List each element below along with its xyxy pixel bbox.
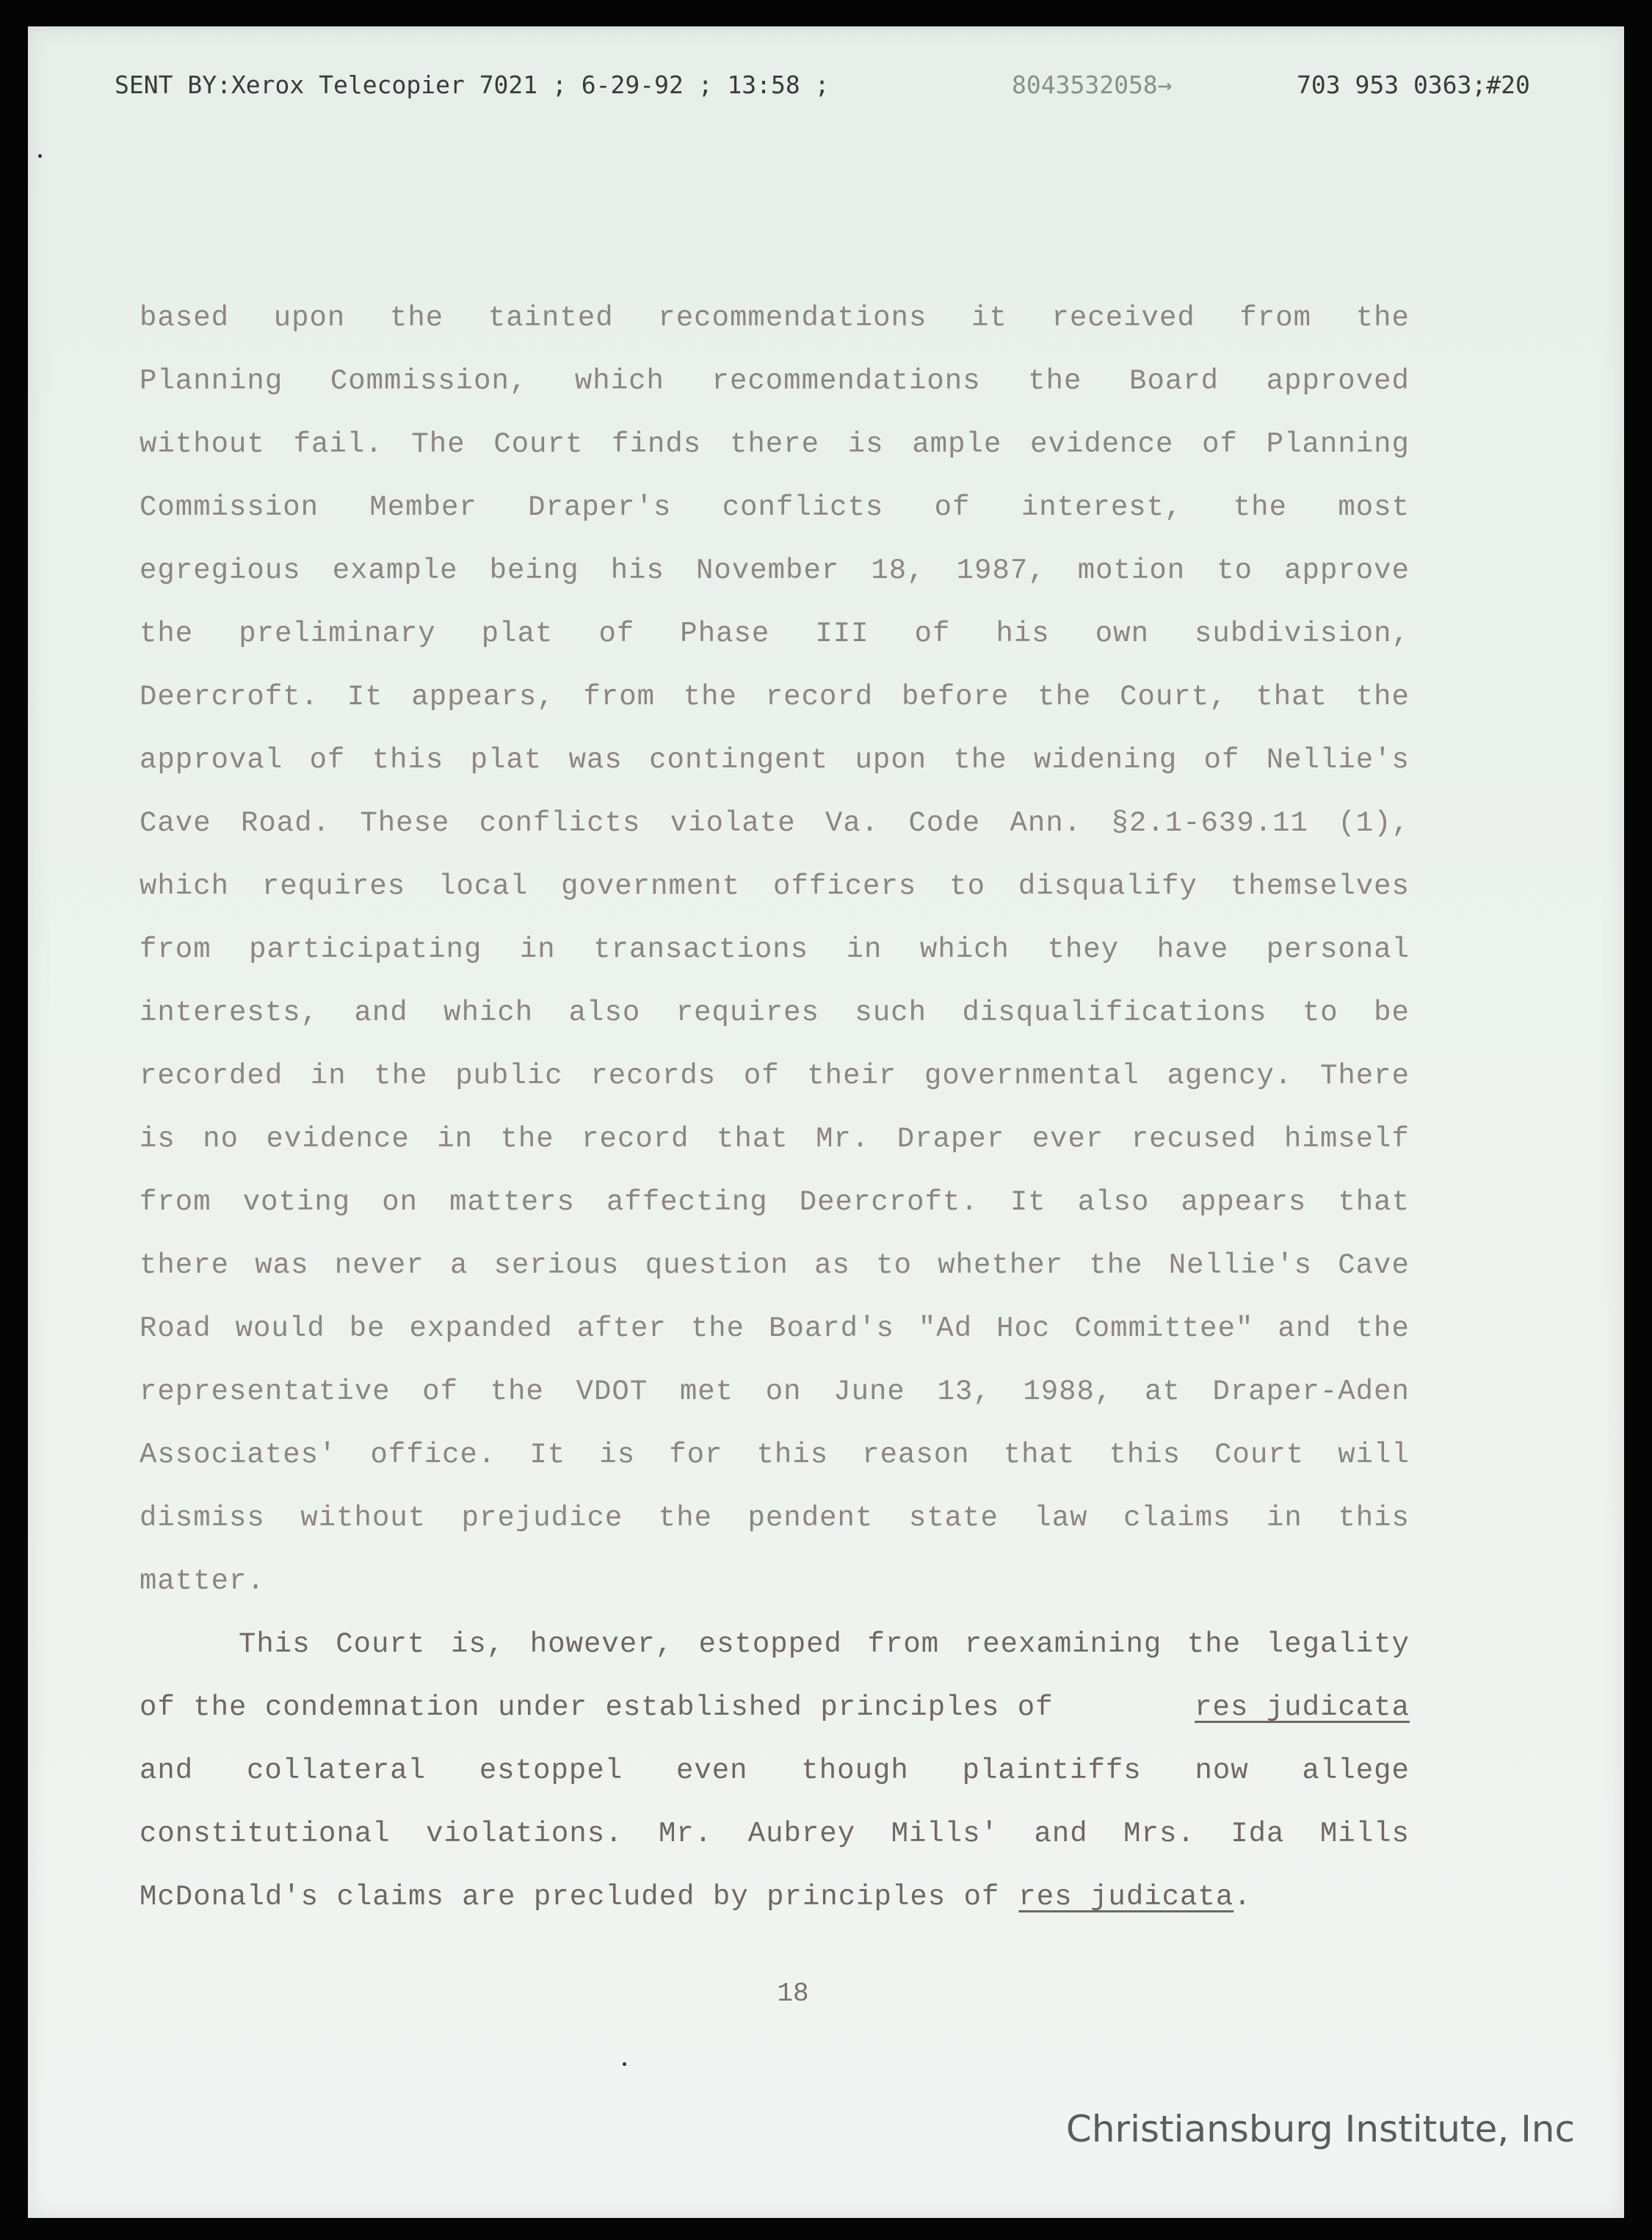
word: law	[1034, 1502, 1088, 1534]
word: is	[140, 1123, 175, 1155]
word: Commission	[140, 491, 319, 524]
word: Ida	[1231, 1818, 1285, 1850]
word: record	[582, 1123, 689, 1155]
word: most	[1338, 491, 1410, 524]
word: as	[814, 1249, 850, 1282]
word: Road.	[240, 807, 331, 839]
word: the	[389, 302, 444, 334]
word: this	[372, 744, 444, 776]
text-line	[140, 1865, 1410, 1929]
word: ample	[912, 428, 1002, 460]
word: approved	[1266, 365, 1410, 397]
word: the	[140, 618, 194, 650]
word: Planning	[1266, 428, 1410, 460]
word: These	[360, 807, 450, 839]
word: It	[529, 1439, 566, 1471]
word: that	[717, 1123, 789, 1155]
word: which	[140, 870, 230, 903]
word: Nellie's	[1266, 744, 1410, 776]
word: Ann.	[1010, 807, 1082, 839]
word: himself	[1284, 1123, 1410, 1155]
word: Board's	[769, 1312, 894, 1345]
word: prejudice	[461, 1502, 623, 1534]
word: of	[934, 491, 971, 524]
line-text: McDonald's claims are precluded by principles of	[140, 1881, 1000, 1913]
word: finds	[612, 428, 702, 460]
word: governmental	[924, 1060, 1140, 1092]
word: there	[729, 428, 819, 460]
word: have	[1156, 933, 1229, 966]
word: being	[489, 554, 579, 587]
document-body	[140, 286, 1410, 1929]
text-line	[140, 1613, 1410, 1676]
word: which	[919, 933, 1010, 966]
word: preliminary	[239, 618, 436, 650]
word: Mr.	[816, 1123, 870, 1155]
text-line	[140, 1360, 1410, 1423]
word: received	[1051, 302, 1195, 334]
word: officers	[773, 870, 917, 903]
word: to	[949, 870, 985, 903]
word: from	[1239, 302, 1312, 334]
word: recommendations	[658, 302, 927, 334]
word: conflicts	[479, 807, 641, 839]
word: Aubrey	[747, 1818, 856, 1850]
word: in	[846, 933, 883, 966]
word: Phase	[680, 618, 770, 650]
word: on	[382, 1186, 419, 1218]
word: plaintiffs	[962, 1755, 1142, 1787]
word: June	[833, 1376, 905, 1408]
word: be	[349, 1312, 385, 1345]
word: Commission,	[330, 365, 528, 397]
word: from	[583, 681, 656, 713]
watermark: Christiansburg Institute, Inc	[1065, 2108, 1575, 2150]
legal-term-res-judicata: res judicata	[1195, 1691, 1410, 1724]
word: in	[1267, 1502, 1303, 1534]
word: recused	[1131, 1123, 1257, 1155]
word: which	[443, 997, 534, 1029]
word: reexamining	[964, 1628, 1162, 1661]
word: egregious	[140, 554, 301, 587]
word: records	[590, 1060, 717, 1092]
line-text: .	[1233, 1881, 1252, 1913]
paragraph-2	[140, 1613, 1410, 1929]
fax-from-number: 8043532058→	[1012, 71, 1173, 99]
word: Mr.	[659, 1818, 713, 1850]
word: and	[140, 1755, 194, 1787]
word: the	[690, 1312, 745, 1345]
word: upon	[273, 302, 346, 334]
word: public	[455, 1060, 563, 1092]
word: is,	[450, 1628, 505, 1661]
word: §2.1-639.11	[1111, 807, 1308, 839]
word: approval	[140, 744, 283, 776]
word: Deercroft.	[140, 681, 319, 713]
word: fail.	[293, 428, 383, 460]
text-line	[140, 350, 1410, 413]
word: Mrs.	[1123, 1818, 1195, 1850]
word: even	[675, 1755, 748, 1787]
word: Court	[493, 428, 584, 460]
word: Draper	[896, 1123, 1005, 1155]
word: interests,	[140, 997, 319, 1029]
word: of	[598, 618, 635, 650]
word: representative	[140, 1376, 391, 1408]
word: the	[1355, 681, 1410, 713]
word: appears,	[411, 681, 555, 713]
word: motion	[1077, 554, 1186, 587]
text-line: matter.	[140, 1565, 265, 1597]
legal-term-res-judicata: res judicata	[1018, 1881, 1234, 1913]
word: was	[568, 744, 623, 776]
text-line	[140, 1676, 1410, 1739]
word: to	[1302, 997, 1338, 1029]
word: requires	[675, 997, 819, 1029]
word: collateral	[247, 1755, 427, 1787]
word: they	[1047, 933, 1120, 966]
word: appears	[1181, 1186, 1307, 1218]
word: that	[1338, 1186, 1410, 1218]
word: own	[1095, 618, 1149, 650]
word: expanded	[409, 1312, 553, 1345]
word: now	[1195, 1755, 1249, 1787]
word: (1),	[1338, 807, 1410, 839]
word: This	[239, 1628, 311, 1661]
text-line	[140, 981, 1410, 1044]
text-line	[140, 1297, 1410, 1360]
word: without	[140, 428, 265, 460]
word: this	[756, 1439, 829, 1471]
text-line	[140, 792, 1410, 855]
word: of	[1203, 744, 1240, 776]
word: Code	[908, 807, 981, 839]
word: Mills'	[891, 1818, 999, 1850]
word: Nellie's	[1168, 1249, 1312, 1282]
text-line	[140, 729, 1410, 792]
word: government	[561, 870, 741, 903]
word: III	[815, 618, 869, 650]
word: their	[807, 1060, 897, 1092]
word: however,	[529, 1628, 674, 1661]
word: Court	[1214, 1439, 1305, 1471]
word: the	[1233, 491, 1287, 524]
word: to	[876, 1249, 913, 1282]
word: the	[374, 1060, 428, 1092]
word: There	[1319, 1060, 1410, 1092]
word: 1987,	[956, 554, 1046, 587]
word: 1988,	[1023, 1376, 1113, 1408]
word: be	[1374, 997, 1410, 1029]
word: tainted	[488, 302, 614, 334]
word: it	[971, 302, 1007, 334]
word: was	[255, 1249, 309, 1282]
word: his	[996, 618, 1050, 650]
word: Cave	[1338, 1249, 1410, 1282]
word: of	[422, 1376, 459, 1408]
word: Draper-Aden	[1212, 1376, 1410, 1408]
word: dismiss	[140, 1502, 265, 1534]
word: upon	[855, 744, 927, 776]
word: in	[519, 933, 556, 966]
word: Road	[140, 1312, 211, 1345]
word: estopped	[698, 1628, 842, 1661]
word: met	[679, 1376, 734, 1408]
word: on	[765, 1376, 802, 1408]
word: after	[576, 1312, 667, 1345]
word: Draper's	[528, 491, 672, 524]
word: the	[500, 1123, 554, 1155]
word: is	[599, 1439, 636, 1471]
word: 18,	[871, 554, 925, 587]
word: that	[1256, 681, 1327, 713]
word: November	[696, 554, 840, 587]
word: Court	[336, 1628, 426, 1661]
word: constitutional	[140, 1818, 391, 1850]
word: the	[1028, 365, 1082, 397]
word: that	[1003, 1439, 1076, 1471]
word: state	[908, 1502, 999, 1534]
word: Member	[369, 491, 477, 524]
text-line	[140, 602, 1410, 665]
text-line	[140, 539, 1410, 602]
word: Cave	[140, 807, 211, 839]
word: It	[1010, 1186, 1046, 1218]
word: evidence	[1030, 428, 1174, 460]
word: a	[449, 1249, 468, 1282]
word: Deercroft.	[799, 1186, 979, 1218]
word: conflicts	[722, 491, 884, 524]
word: violations.	[426, 1818, 623, 1850]
word: also	[568, 997, 641, 1029]
text-line	[140, 413, 1410, 476]
word: violate	[670, 807, 796, 839]
line-term-wrap	[1018, 1865, 1251, 1929]
word: of	[743, 1060, 780, 1092]
page-number: 18	[777, 1979, 809, 2009]
word: to	[1217, 554, 1253, 587]
word: from	[140, 933, 211, 966]
word: without	[300, 1502, 427, 1534]
word: is	[847, 428, 884, 460]
word: and	[1278, 1312, 1332, 1345]
fax-to-number: 703 953 0363;#20	[1297, 71, 1530, 99]
word: plat	[470, 744, 543, 776]
word: example	[332, 554, 458, 587]
word: Hoc	[996, 1312, 1051, 1345]
word: approve	[1284, 554, 1410, 587]
word: ever	[1032, 1123, 1104, 1155]
word: and	[1034, 1818, 1088, 1850]
word: recommendations	[711, 365, 981, 397]
word: will	[1338, 1439, 1410, 1471]
word: The	[411, 428, 465, 460]
word: whether	[938, 1249, 1064, 1282]
text-line	[140, 665, 1410, 729]
word: his	[610, 554, 664, 587]
text-line	[140, 1739, 1410, 1802]
word: would	[235, 1312, 325, 1345]
word: of	[914, 618, 951, 650]
word: based	[140, 302, 230, 334]
word: office.	[370, 1439, 496, 1471]
word: personal	[1266, 933, 1410, 966]
word: in	[437, 1123, 474, 1155]
word: no	[203, 1123, 239, 1155]
word: reason	[862, 1439, 970, 1471]
word: recorded	[140, 1060, 283, 1092]
word: matters	[449, 1186, 575, 1218]
fax-header	[87, 71, 1555, 115]
word: in	[310, 1060, 347, 1092]
word: Associates'	[140, 1439, 337, 1471]
word: agency.	[1167, 1060, 1293, 1092]
word: 13,	[937, 1376, 991, 1408]
word: Board	[1129, 365, 1220, 397]
word: this	[1109, 1439, 1181, 1471]
word: Mills	[1319, 1818, 1410, 1850]
word: Va.	[825, 807, 880, 839]
fax-sent-by: SENT BY:Xerox Telecopier 7021 ; 6-29-92 ; 13:58 ;	[115, 71, 830, 99]
word: disqualifications	[962, 997, 1267, 1029]
word: also	[1077, 1186, 1150, 1218]
word: the	[1187, 1628, 1242, 1661]
word: disqualify	[1018, 870, 1198, 903]
word: Committee"	[1074, 1312, 1254, 1345]
word: requires	[261, 870, 406, 903]
word: from	[140, 1186, 211, 1218]
text-line	[140, 918, 1410, 981]
word: "Ad	[918, 1312, 973, 1345]
word: record	[765, 681, 874, 713]
text-line	[140, 855, 1410, 918]
word: Court,	[1120, 681, 1228, 713]
word: the	[1037, 681, 1092, 713]
word: there	[140, 1249, 230, 1282]
word: participating	[249, 933, 482, 966]
text-line	[140, 1486, 1410, 1550]
word: transactions	[593, 933, 809, 966]
word: contingent	[649, 744, 829, 776]
word: voting	[242, 1186, 351, 1218]
text-line	[140, 1171, 1410, 1234]
word: the	[1355, 1312, 1410, 1345]
word: for	[669, 1439, 723, 1471]
word: affecting	[606, 1186, 768, 1218]
word: though	[801, 1755, 909, 1787]
text-line	[140, 1802, 1410, 1865]
word: the	[658, 1502, 713, 1534]
word: Planning	[140, 365, 283, 397]
word: the	[683, 681, 737, 713]
word: the	[1355, 302, 1410, 334]
word: evidence	[266, 1123, 410, 1155]
word: never	[334, 1249, 424, 1282]
text-line	[140, 1044, 1410, 1108]
line-text: of the condemnation under established principles of	[140, 1691, 1054, 1724]
paragraph-1	[140, 286, 1410, 1613]
word: the	[490, 1376, 544, 1408]
speck	[38, 154, 42, 158]
word: this	[1338, 1502, 1410, 1534]
word: plat	[481, 618, 554, 650]
word: which	[574, 365, 664, 397]
word: before	[901, 681, 1010, 713]
text-line	[140, 286, 1410, 350]
word: at	[1144, 1376, 1181, 1408]
word: interest,	[1021, 491, 1183, 524]
word: estoppel	[479, 1755, 623, 1787]
word: such	[855, 997, 927, 1029]
word: serious	[493, 1249, 620, 1282]
word: claims	[1123, 1502, 1231, 1534]
word: of	[309, 744, 346, 776]
word: pendent	[747, 1502, 874, 1534]
word: legality	[1266, 1628, 1410, 1661]
word: of	[1202, 428, 1238, 460]
word: It	[347, 681, 383, 713]
word: the	[1089, 1249, 1143, 1282]
text-line	[140, 476, 1410, 539]
word: themselves	[1230, 870, 1410, 903]
word: the	[953, 744, 1007, 776]
word: widening	[1034, 744, 1178, 776]
word: subdivision,	[1195, 618, 1410, 650]
word: VDOT	[576, 1376, 648, 1408]
text-line	[140, 1108, 1410, 1171]
word: and	[354, 997, 408, 1029]
text-line	[140, 1234, 1410, 1297]
speck	[623, 2062, 626, 2066]
word: question	[645, 1249, 789, 1282]
text-line	[140, 1423, 1410, 1486]
word: allege	[1302, 1755, 1410, 1787]
word: local	[438, 870, 529, 903]
word: from	[867, 1628, 940, 1661]
